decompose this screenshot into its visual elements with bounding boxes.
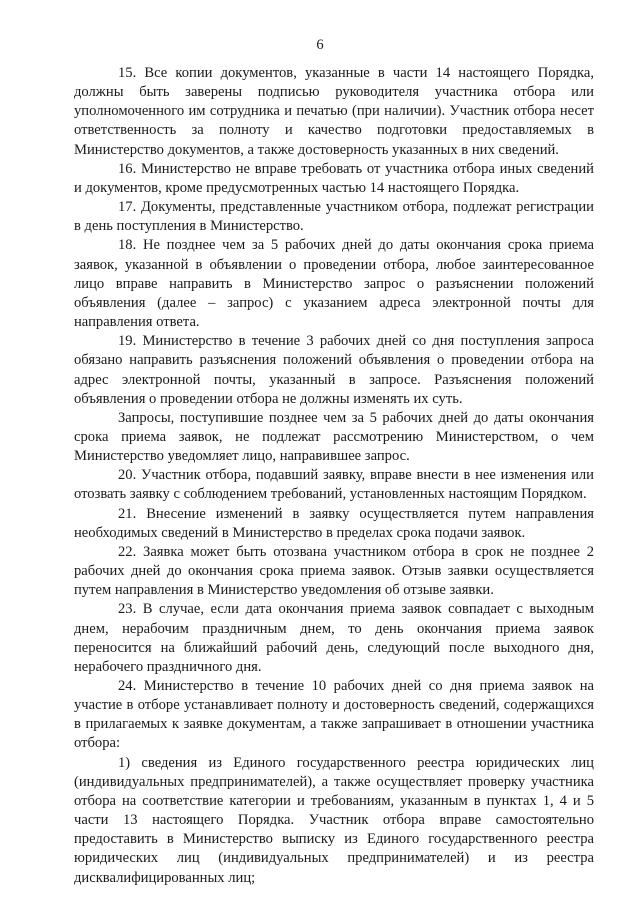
paragraph-20: 20. Участник отбора, подавший заявку, вправе внести в нее изменения или отозвать заявку с соблюдением требований, установленных настоящим Порядком. <box>74 467 594 503</box>
paragraph-19-continuation: Запросы, поступившие позднее чем за 5 рабочих дней до даты окончания срока приема заявок, не подлежат рассмотрению Министерством, о чем Министерство уведомляет лицо, направившее запрос. <box>74 409 594 465</box>
paragraph-21: 21. Внесение изменений в заявку осуществляется путем направления необходимых сведений в Министерство в пределах срока подачи заявок. <box>74 505 594 541</box>
paragraph-22: 22. Заявка может быть отозвана участником отбора в срок не позднее 2 рабочих дней до окончания срока приема заявок. Отзыв заявки осуществляется путем направления в Министерство уведомления об отзыве заявки. <box>74 543 594 599</box>
paragraph-16: 16. Министерство не вправе требовать от участника отбора иных сведений и документов, кроме предусмотренных частью 14 настоящего Порядка. <box>74 160 594 196</box>
page-number: 6 <box>316 37 324 53</box>
paragraph-18: 18. Не позднее чем за 5 рабочих дней до даты окончания срока приема заявок, указанной в объявлении о проведении отбора, любое заинтересованное лицо вправе направить в Министерство запрос о разъяснении положений объявления (далее – запрос) с указанием адреса электронной почты для направления ответа. <box>74 237 594 331</box>
document-body <box>74 64 594 888</box>
paragraph-23: 23. В случае, если дата окончания приема заявок совпадает с выходным днем, нерабочим праздничным днем, то день окончания приема заявок переносится на ближайший рабочий день, следующий после выходного дня, нерабочего праздничного дня. <box>74 601 594 675</box>
paragraph-15: 15. Все копии документов, указанные в части 14 настоящего Порядка, должны быть заверены подписью руководителя участника отбора или уполномоченного им сотрудника и печатью (при наличии). Участник отбора несет ответственность за полноту и качество подготовки предоставляемых в Министерство документов, а также достоверность указанных в них сведений. <box>74 65 594 158</box>
paragraph-19: 19. Министерство в течение 3 рабочих дней со дня поступления запроса обязано направить разъяснения положений объявления о проведении отбора на адрес электронной почты, указанный в запросе. Разъяснения положений объявления о проведении отбора не должны изменять их суть. <box>74 333 594 407</box>
paragraph-17: 17. Документы, представленные участником отбора, подлежат регистрации в день поступления в Министерство. <box>74 199 594 235</box>
paragraph-24: 24. Министерство в течение 10 рабочих дней со дня приема заявок на участие в отборе устанавливает полноту и достоверность сведений, содержащихся в прилагаемых к заявке документам, а также запрашивает в отношении участника отбора: <box>74 678 594 752</box>
paragraph-24-item-1: 1) сведения из Единого государственного реестра юридических лиц (индивидуальных предпринимателей), а также осуществляет проверку участника отбора на соответствие категории и требованиям, указанным в пунктах 1, 4 и 5 части 13 настоящего Порядка. Участник отбора вправе самостоятельно предоставить в Министерство выписку из Единого государственного реестра юридических лиц (индивидуальных предпринимателей) и из реестра дисквалифицированных лиц; <box>74 754 594 886</box>
